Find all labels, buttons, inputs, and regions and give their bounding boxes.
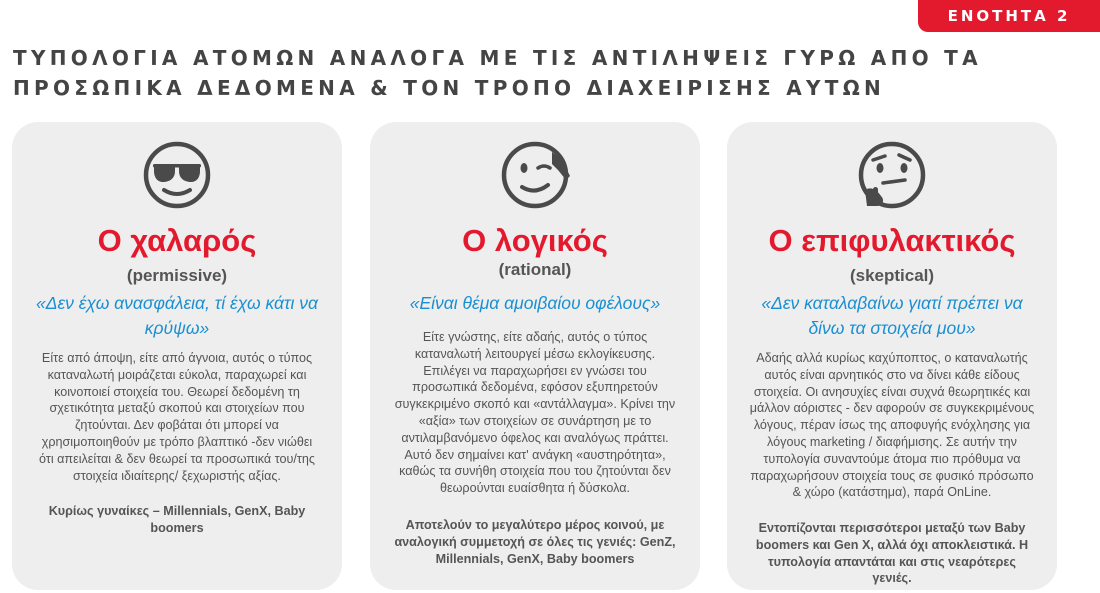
typology-description: Είτε από άποψη, είτε από άγνοια, αυτός ο τύπος καταναλωτή μοιράζεται εύκολα, παραχωρεί και κοινοποιεί στοιχεία του. Θεωρεί δεδομένη τη σχετικότητα μεταξύ σκοπού και στοιχείων που ζητούνται. Δεν φοβάται ότι μπορεί να χρησιμοποιηθούν με τρόπο βλαπτικό -δεν νιώθει ότι απειλείται & δεν θεωρεί τα προσωπικά του/της στοιχεία ιδιαίτερης/ ξεχωριστής αξίας. — [39, 351, 315, 483]
thinking-face-icon — [857, 140, 927, 210]
section-badge: ΕΝΟΤΗΤΑ 2 — [918, 0, 1100, 32]
typology-subtitle: (rational) — [498, 260, 572, 279]
typology-quote: «Δεν καταλαβαίνω γιατί πρέπει να δίνω τα στοιχεία μου» — [761, 293, 1023, 338]
typology-name: Ο χαλαρός — [97, 223, 257, 258]
typology-quote: «Είναι θέμα αμοιβαίου οφέλους» — [409, 293, 661, 313]
typology-demographics: Εντοπίζονται περισσότεροι μεταξύ των Baby boomers και Gen X, αλλά όχι αποκλειστικά. Η τυπολογία απαντάται και στις νεαρότερες γενιές. — [755, 521, 1029, 586]
typology-card-skeptical — [727, 122, 1057, 590]
typology-description: Αδαής αλλά κυρίως καχύποπτος, ο καταναλωτής αυτός είναι αρνητικός στο να δίνει κάθε είδους στοιχεία. Οι ανησυχίες είναι συχνά θεωρητικές και μάλλον αόριστες - δεν αφορούν σε συγκεκριμένους λόγους, πέραν ίσως της αποφυγής ενόχλησης για λόγους marketing / διαφήμισης. Σε αυτήν την τυπολογία συναντούμε άτομα πιο πρόθυμα να παραχωρήσουν στοιχεία τους σε φυσικό πρόσωπο & χώρο (κατάστημα), παρά OnLine. — [749, 351, 1035, 500]
page-title: ΤΥΠΟΛΟΓΙΑ ΑΤΟΜΩΝ ΑΝΑΛΟΓΑ ΜΕ ΤΙΣ ΑΝΤΙΛΗΨΕΙΣ ΓΥΡΩ ΑΠΟ ΤΑ ΠΡΟΣΩΠΙΚΑ ΔΕΔΟΜΕΝΑ & ΤΟΝ ΤΡΟΠΟ ΔΙΑΧΕΙΡΙΣΗΣ ΑΥΤΩΝ — [13, 46, 982, 100]
typology-card-permissive — [12, 122, 342, 590]
sunglasses-face-icon — [142, 140, 212, 210]
typology-description: Είτε γνώστης, είτε αδαής, αυτός ο τύπος καταναλωτή λειτουργεί μέσω εκλογίκευσης. Επιλέγει να παραχωρήσει εν γνώσει του προσωπικά δεδομένα, εφόσον εξυπηρετούν συγκεκριμένο σκοπό και «αντάλλαγμα». Κρίνει την «αξία» των στοιχείων σε συνάρτηση με το αντιλαμβανόμενο όφελος και αναλόγως πράττει. Αυτό δεν σημαίνει κατ' ανάγκη «αυστηρότητα», καθώς τα συνήθη στοιχεία που του ζητούνται δεν θεωρούνται ευαίσθητα ή δύσκολα. — [394, 330, 676, 496]
typology-demographics: Κυρίως γυναίκες – Millennials, GenX, Baby boomers — [48, 504, 306, 535]
typology-card-rational — [370, 122, 700, 590]
typology-demographics: Αποτελούν το μεγαλύτερο μέρος κοινού, με αναλογική συμμετοχή σε όλες τις γενιές: GenZ, Millennials, GenX, Baby boomers — [394, 518, 676, 566]
winking-face-icon — [500, 140, 570, 210]
typology-name: Ο λογικός — [462, 223, 608, 258]
typology-subtitle: (permissive) — [126, 266, 228, 285]
typology-name: Ο επιφυλακτικός — [768, 223, 1016, 258]
typology-subtitle: (skeptical) — [849, 266, 935, 285]
typology-quote: «Δεν έχω ανασφάλεια, τί έχω κάτι να κρύψω» — [35, 293, 319, 338]
